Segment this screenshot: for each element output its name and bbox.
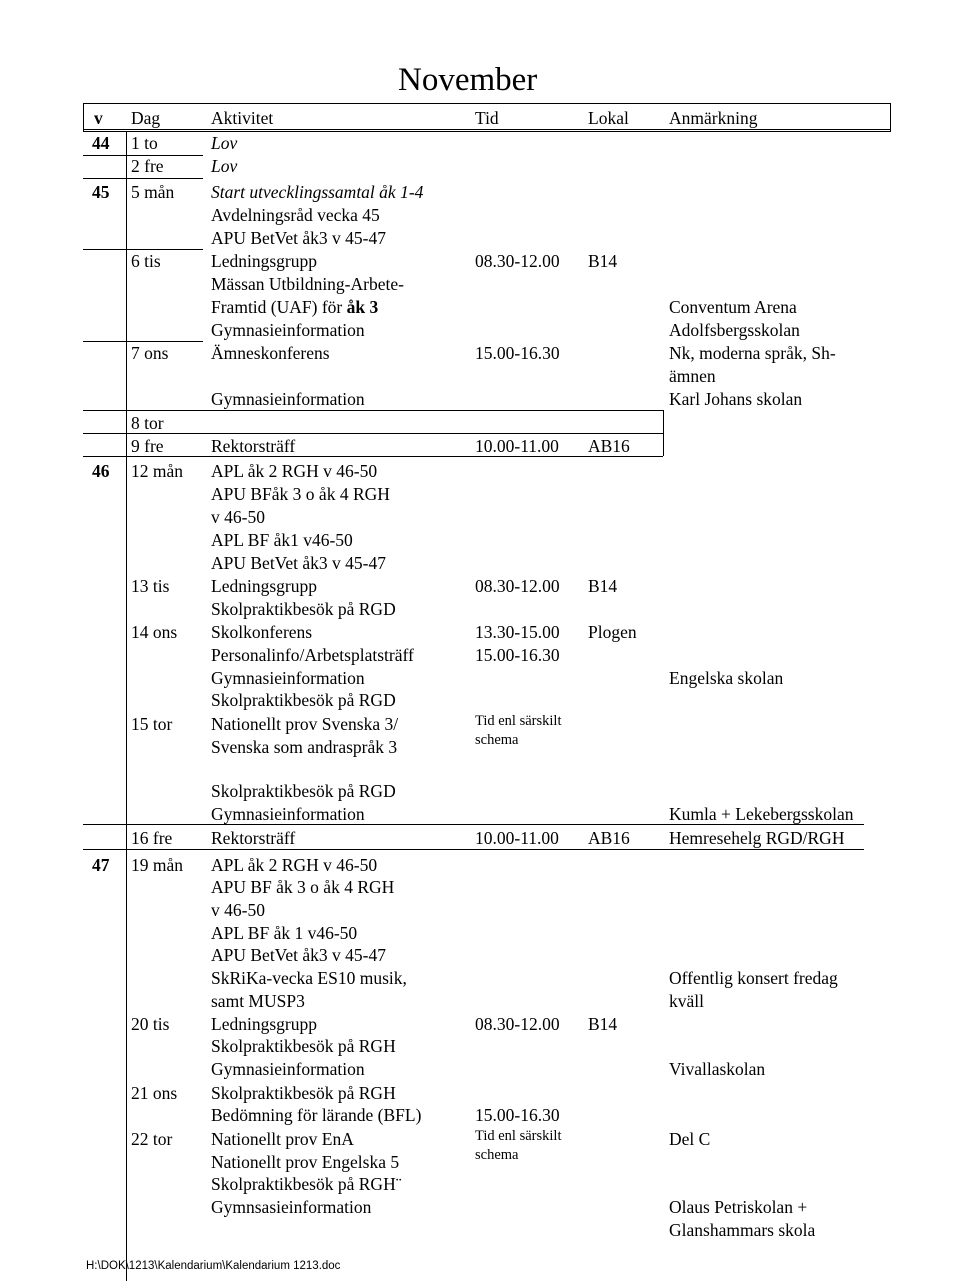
- activity-cell: Avdelningsråd vecka 45: [211, 205, 380, 225]
- activity-cell: APU BF åk 3 o åk 4 RGH: [211, 877, 395, 897]
- activity-cell: APU BetVet åk3 v 45-47: [211, 228, 386, 248]
- activity-cell: Lov: [211, 133, 238, 153]
- activity-cell: Gymnasieinformation: [211, 389, 365, 409]
- activity-cell: Start utvecklingssamtal åk 1-4: [211, 182, 424, 202]
- note-cell: Engelska skolan: [669, 668, 784, 688]
- activity-cell: APU BetVet åk3 v 45-47: [211, 945, 386, 965]
- note-cell: Conventum Arena: [669, 297, 797, 317]
- header-tid: Tid: [475, 108, 499, 128]
- activity-cell: Ledningsgrupp: [211, 1014, 317, 1034]
- activity-cell: Skolpraktikbesök på RGH: [211, 1083, 396, 1103]
- activity-cell: Rektorsträff: [211, 828, 296, 848]
- room-cell: B14: [588, 251, 618, 271]
- time-cell: 10.00-11.00: [475, 436, 559, 456]
- day-cell: 6 tis: [131, 251, 161, 271]
- header-lokal: Lokal: [588, 108, 629, 128]
- time-cell: schema: [475, 1147, 519, 1163]
- day-cell: 8 tor: [131, 413, 164, 433]
- activity-cell: Gymnasieinformation: [211, 1059, 365, 1079]
- activity-cell: Skolpraktikbesök på RGD: [211, 690, 396, 710]
- activity-cell: Skolkonferens: [211, 622, 313, 642]
- day-cell: 20 tis: [131, 1014, 170, 1034]
- time-cell: schema: [475, 732, 519, 748]
- note-cell: Olaus Petriskolan +: [669, 1197, 808, 1217]
- note-cell: Adolfsbergsskolan: [669, 320, 800, 340]
- activity-cell: Ämneskonferens: [211, 343, 330, 363]
- time-cell: 10.00-11.00: [475, 828, 559, 848]
- activity-cell: APU BetVet åk3 v 45-47: [211, 553, 386, 573]
- room-cell: B14: [588, 576, 618, 596]
- activity-cell: Skolpraktikbesök på RGD: [211, 599, 396, 619]
- activity-cell: APL BF åk 1 v46-50: [211, 923, 358, 943]
- activity-cell: v 46-50: [211, 900, 265, 920]
- note-cell: Glanshammars skola: [669, 1220, 816, 1240]
- time-cell: 08.30-12.00: [475, 1014, 560, 1034]
- note-cell: Nk, moderna språk, Sh-: [669, 343, 836, 363]
- note-cell: Offentlig konsert fredag: [669, 968, 838, 988]
- time-cell: 15.00-16.30: [475, 343, 560, 363]
- week-number: 44: [92, 133, 110, 153]
- room-cell: Plogen: [588, 622, 637, 642]
- activity-cell: Nationellt prov Svenska 3/: [211, 714, 399, 734]
- day-cell: 9 fre: [131, 436, 164, 456]
- week-number: 47: [92, 855, 110, 875]
- day-cell: 15 tor: [131, 714, 173, 734]
- activity-cell: Ledningsgrupp: [211, 576, 317, 596]
- activity-cell: Nationellt prov EnA: [211, 1129, 354, 1149]
- activity-cell: v 46-50: [211, 507, 265, 527]
- header-dag: Dag: [131, 108, 161, 128]
- activity-cell: Lov: [211, 156, 238, 176]
- room-cell: AB16: [588, 828, 630, 848]
- activity-cell: samt MUSP3: [211, 991, 305, 1011]
- activity-cell: Gymnasieinformation: [211, 804, 365, 824]
- day-cell: 19 mån: [131, 855, 184, 875]
- header-v: v: [94, 108, 103, 128]
- activity-text: Framtid (UAF) för: [211, 297, 347, 317]
- time-cell: 15.00-16.30: [475, 1105, 560, 1125]
- activity-text-bold: åk 3: [346, 297, 379, 317]
- activity-cell: Gymnasieinformation: [211, 668, 365, 688]
- activity-cell: APL BF åk1 v46-50: [211, 530, 353, 550]
- note-cell: Del C: [669, 1129, 711, 1149]
- activity-cell: [211, 299, 378, 317]
- activity-cell: Skolpraktikbesök på RGD: [211, 781, 396, 801]
- activity-cell: Mässan Utbildning-Arbete-: [211, 274, 404, 294]
- time-cell: 08.30-12.00: [475, 251, 560, 271]
- activity-cell: Personalinfo/Arbetsplatsträff: [211, 645, 414, 665]
- day-cell: 1 to: [131, 133, 158, 153]
- activity-cell: Svenska som andraspråk 3: [211, 737, 398, 757]
- activity-cell: Gymnasieinformation: [211, 320, 365, 340]
- note-cell: ämnen: [669, 366, 716, 386]
- time-cell: 08.30-12.00: [475, 576, 560, 596]
- day-cell: 2 fre: [131, 156, 164, 176]
- activity-cell: Skolpraktikbesök på RGH¨: [211, 1174, 402, 1194]
- activity-cell: APU BFåk 3 o åk 4 RGH: [211, 484, 390, 504]
- day-cell: 16 fre: [131, 828, 173, 848]
- note-cell: kväll: [669, 991, 704, 1011]
- note-cell: Vivallaskolan: [669, 1059, 766, 1079]
- day-cell: 12 mån: [131, 461, 184, 481]
- header-anmarkning: Anmärkning: [669, 108, 758, 128]
- header-aktivitet: Aktivitet: [211, 108, 274, 128]
- day-cell: 21 ons: [131, 1083, 178, 1103]
- activity-cell: Bedömning för lärande (BFL): [211, 1105, 422, 1125]
- footer-path: H:\DOK\1213\Kalendarium\Kalendarium 1213.doc: [86, 1260, 341, 1272]
- note-cell: Karl Johans skolan: [669, 389, 803, 409]
- room-cell: AB16: [588, 436, 630, 456]
- day-cell: 22 tor: [131, 1129, 173, 1149]
- day-cell: 5 mån: [131, 182, 175, 202]
- activity-cell: Rektorsträff: [211, 436, 296, 456]
- time-cell: Tid enl särskilt: [475, 713, 562, 729]
- day-cell: 13 tis: [131, 576, 170, 596]
- activity-cell: Gymnsasieinformation: [211, 1197, 372, 1217]
- day-cell: 7 ons: [131, 343, 169, 363]
- activity-cell: Ledningsgrupp: [211, 251, 317, 271]
- time-cell: 15.00-16.30: [475, 645, 560, 665]
- time-cell: 13.30-15.00: [475, 622, 560, 642]
- week-number: 46: [92, 461, 110, 481]
- page-title: November: [398, 62, 538, 98]
- activity-cell: SkRiKa-vecka ES10 musik,: [211, 968, 407, 988]
- day-cell: 14 ons: [131, 622, 178, 642]
- note-cell: Hemresehelg RGD/RGH: [669, 828, 845, 848]
- room-cell: B14: [588, 1014, 618, 1034]
- activity-cell: APL åk 2 RGH v 46-50: [211, 855, 378, 875]
- activity-cell: Skolpraktikbesök på RGH: [211, 1036, 396, 1056]
- time-cell: Tid enl särskilt: [475, 1128, 562, 1144]
- week-number: 45: [92, 182, 110, 202]
- activity-cell: APL åk 2 RGH v 46-50: [211, 461, 378, 481]
- note-cell: Kumla + Lekebergsskolan: [669, 804, 854, 824]
- activity-cell: Nationellt prov Engelska 5: [211, 1152, 400, 1172]
